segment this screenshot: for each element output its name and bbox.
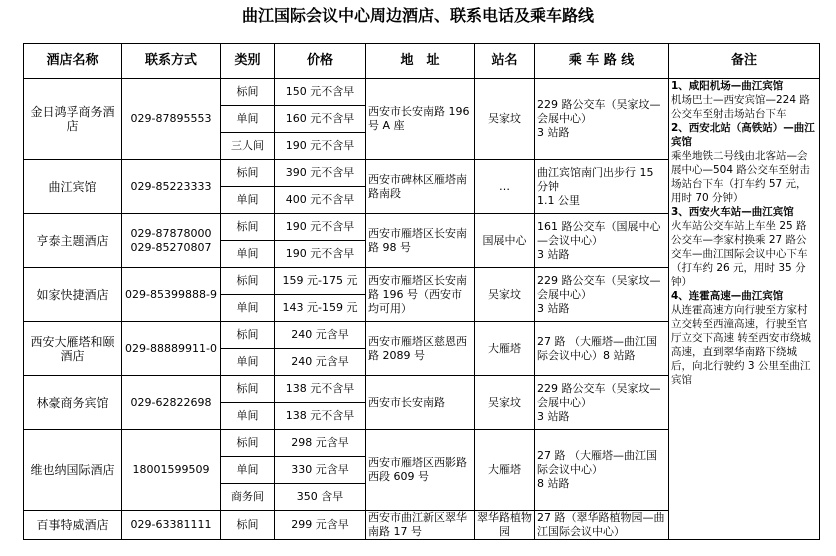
remark-heading: 4、连霍高速—曲江宾馆 (671, 290, 784, 302)
room-type: 单间 (221, 349, 275, 376)
room-type: 单间 (221, 106, 275, 133)
hotel-name: 如家快捷酒店 (24, 268, 122, 322)
room-type: 商务间 (221, 484, 275, 511)
room-type: 标间 (221, 430, 275, 457)
hotel-contact (122, 322, 221, 376)
room-price: 400 元不含早 (275, 187, 366, 214)
route-line: 3 站路 (537, 301, 570, 315)
remark-heading: 2、西安北站（高铁站）—曲江宾馆 (671, 122, 815, 148)
hotel-address: 西安市雁塔区慈恩西路 2089 号 (366, 322, 475, 376)
hotel-name: 曲江宾馆 (24, 160, 122, 214)
room-type: 标间 (221, 160, 275, 187)
route-line: 3 站路 (537, 409, 570, 423)
room-price: 190 元不含早 (275, 133, 366, 160)
hotel-address: 西安市雁塔区长安南路 196 号（西安市均可用） (366, 268, 475, 322)
room-type: 标间 (221, 376, 275, 403)
remark-item (671, 205, 817, 289)
room-type: 标间 (221, 214, 275, 241)
contact-number: 029-63381111 (130, 518, 212, 531)
remark-text: 乘坐地铁二号线由北客站—会展中心—504 路公交车至射击场站台下车（打车约 57 元，用时 70 分钟） (671, 150, 810, 204)
station-name: 大雁塔 (475, 430, 535, 511)
route-line: 27 路（翠华路植物园—曲江国际会议中心） (537, 511, 665, 538)
route-line: 8 站路 (537, 477, 570, 490)
station-name: 翠华路植物园 (475, 511, 535, 540)
station-name: 大雁塔 (475, 322, 535, 376)
route-line: 3 站路 (537, 247, 570, 261)
room-price: 160 元不含早 (275, 106, 366, 133)
room-price: 350 含早 (275, 484, 366, 511)
room-price: 138 元不含早 (275, 376, 366, 403)
header-remarks: 备注 (669, 44, 820, 79)
remark-text: 从连霍高速方向行驶至方家村立交转至西潼高速，行驶至官厅立交下高速 转至西安市绕城高速，直到翠华南路下绕城后，向北行驶约 3 公里至曲江宾馆 (671, 304, 811, 386)
contact-number: 029-87895553 (130, 112, 212, 125)
hotel-address: 西安市碑林区雁塔南路南段 (366, 160, 475, 214)
hotel-address: 西安市雁塔区西影路西段 609 号 (366, 430, 475, 511)
hotel-name: 亨泰主题酒店 (24, 214, 122, 268)
room-price: 390 元不含早 (275, 160, 366, 187)
contact-number: 029-85223333 (130, 179, 212, 193)
bus-route (535, 430, 669, 511)
hotel-table (23, 43, 820, 540)
contact-number: 029-88889911-0 (125, 341, 217, 355)
hotel-contact (122, 79, 221, 160)
room-price: 150 元不含早 (275, 79, 366, 106)
station-name: … (475, 160, 535, 214)
header-route: 乘 车 路 线 (535, 44, 669, 79)
room-type: 单间 (221, 241, 275, 268)
room-type: 单间 (221, 295, 275, 322)
header-contact: 联系方式 (122, 44, 221, 79)
remark-text: 机场巴士—西安宾馆—224 路公交车至射击场站台下车 (671, 94, 810, 120)
remark-heading: 3、西安火车站—曲江宾馆 (671, 206, 794, 218)
remark-text: 火车站公交车站上车坐 25 路公交车—李家村换乘 27 路公交车—曲江国际会议中心下车（打车约 26 元，用时 35 分钟） (671, 220, 808, 288)
room-price: 330 元含早 (275, 457, 366, 484)
hotel-address: 西安市长安南路 196 号 A 座 (366, 79, 475, 160)
hotel-name: 林豪商务宾馆 (24, 376, 122, 430)
station-name: 国展中心 (475, 214, 535, 268)
route-line: 3 站路 (537, 126, 570, 139)
room-price: 143 元-159 元 (275, 295, 366, 322)
hotel-contact (122, 430, 221, 511)
hotel-contact (122, 160, 221, 214)
route-line: 1.1 公里 (537, 193, 580, 207)
room-type: 标间 (221, 511, 275, 540)
room-type: 三人间 (221, 133, 275, 160)
header-name: 酒店名称 (24, 44, 122, 79)
room-price: 240 元含早 (275, 349, 366, 376)
contact-number: 029-87878000 (130, 226, 212, 240)
table-body (24, 79, 820, 540)
bus-route (535, 511, 669, 540)
remarks-cell (669, 79, 820, 540)
bus-route (535, 322, 669, 376)
route-line: 27 路 （大雁塔—曲江国际会议中心）8 站路 (537, 334, 657, 362)
room-price: 159 元-175 元 (275, 268, 366, 295)
remark-item (671, 121, 817, 205)
page-title: 曲江国际会议中心周边酒店、联系电话及乘车路线 (241, 6, 594, 25)
room-price: 138 元不含早 (275, 403, 366, 430)
hotel-name: 维也纳国际酒店 (24, 430, 122, 511)
hotel-address: 西安市雁塔区长安南路 98 号 (366, 214, 475, 268)
header-type: 类别 (221, 44, 275, 79)
route-line: 229 路公交车（吴家坟—会展中心） (537, 98, 661, 125)
remark-item (671, 289, 817, 387)
header-station: 站名 (475, 44, 535, 79)
header-address: 地 址 (366, 44, 475, 79)
contact-number: 029-85399888-9 (125, 287, 217, 301)
station-name: 吴家坟 (475, 79, 535, 160)
room-type: 单间 (221, 457, 275, 484)
bus-route (535, 376, 669, 430)
room-price: 190 元不含早 (275, 214, 366, 241)
header-row (24, 44, 820, 79)
hotel-address: 西安市曲江新区翠华南路 17 号 (366, 511, 475, 540)
hotel-name: 百事特威酒店 (24, 511, 122, 540)
bus-route (535, 214, 669, 268)
route-line: 229 路公交车（吴家坟—会展中心） (537, 273, 661, 301)
route-line: 曲江宾馆南门出步行 15 分钟 (537, 165, 654, 193)
contact-number: 029-85270807 (130, 240, 212, 254)
bus-route (535, 268, 669, 322)
contact-number: 18001599509 (132, 463, 210, 476)
hotel-name: 金日鸿孚商务酒店 (24, 79, 122, 160)
route-line: 27 路 （大雁塔—曲江国际会议中心） (537, 449, 657, 476)
station-name: 吴家坟 (475, 268, 535, 322)
room-type: 单间 (221, 187, 275, 214)
bus-route (535, 79, 669, 160)
room-price: 299 元含早 (275, 511, 366, 540)
room-type: 单间 (221, 403, 275, 430)
hotel-contact (122, 511, 221, 540)
hotel-name: 西安大雁塔和颐酒店 (24, 322, 122, 376)
hotel-contact (122, 214, 221, 268)
remark-item (671, 79, 817, 121)
contact-number: 029-62822698 (130, 395, 212, 409)
room-price: 240 元含早 (275, 322, 366, 349)
header-price: 价格 (275, 44, 366, 79)
table-row (24, 79, 820, 106)
remark-heading: 1、咸阳机场—曲江宾馆 (671, 80, 784, 92)
route-line: 229 路公交车（吴家坟—会展中心） (537, 381, 661, 409)
room-price: 190 元不含早 (275, 241, 366, 268)
route-line: 161 路公交车（国展中心—会议中心） (537, 219, 661, 247)
room-price: 298 元含早 (275, 430, 366, 457)
hotel-address: 西安市长安南路 (366, 376, 475, 430)
bus-route (535, 160, 669, 214)
room-type: 标间 (221, 268, 275, 295)
hotel-contact (122, 268, 221, 322)
hotel-contact (122, 376, 221, 430)
station-name: 吴家坟 (475, 376, 535, 430)
room-type: 标间 (221, 322, 275, 349)
room-type: 标间 (221, 79, 275, 106)
